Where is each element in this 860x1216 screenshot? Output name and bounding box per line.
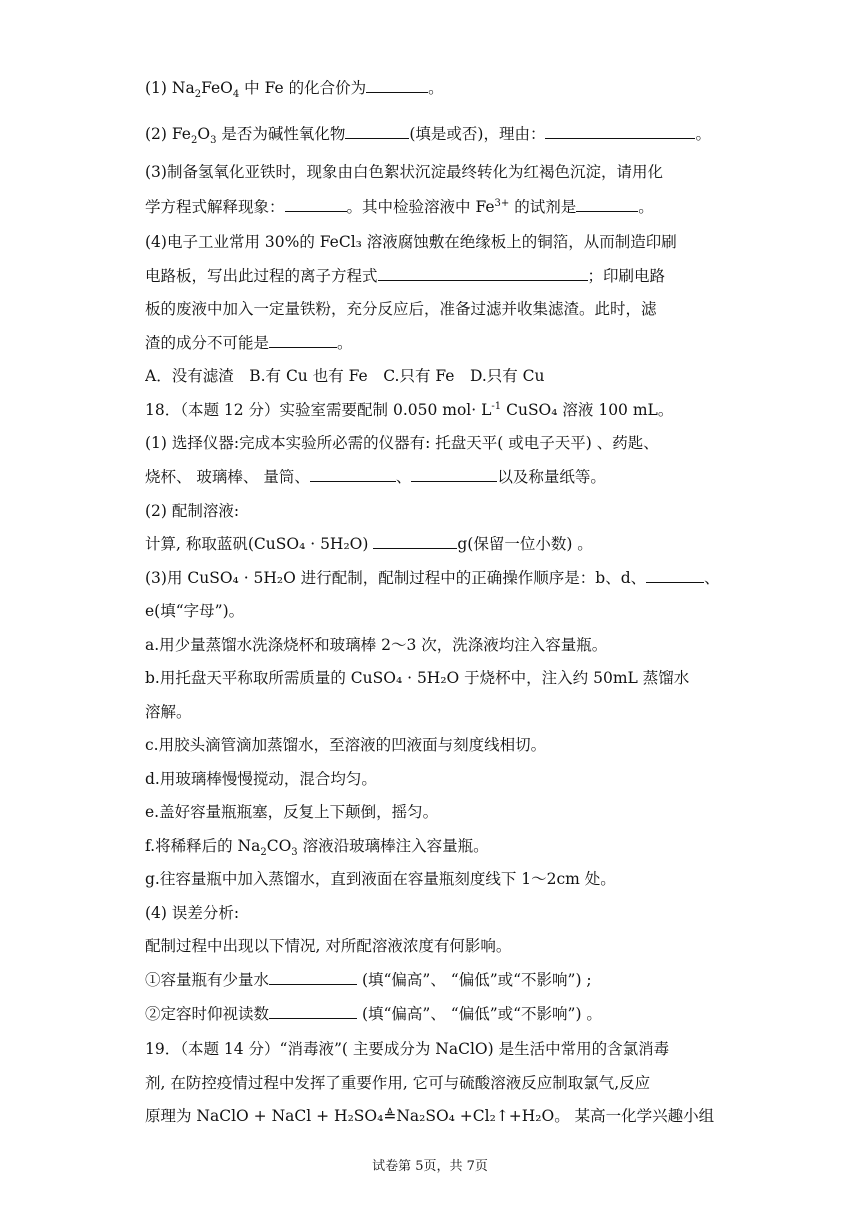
answer-blank[interactable] xyxy=(269,970,357,985)
text: 。其中检验溶液中 Fe xyxy=(346,198,495,216)
text: 、 xyxy=(395,468,412,486)
q18-step-d: d.用玻璃棒慢慢搅动，混合均匀。 xyxy=(145,770,377,788)
text: 、 xyxy=(704,569,720,587)
answer-blank[interactable] xyxy=(285,197,347,212)
text: 渣的成分不可能是 xyxy=(145,334,270,352)
q17-part3-line2 xyxy=(145,197,725,217)
q18-part4: (4) 误差分析: xyxy=(145,904,240,922)
text: 的试剂是 xyxy=(509,198,577,216)
answer-blank[interactable] xyxy=(646,568,704,583)
q18-part3-line1 xyxy=(145,568,725,588)
answer-blank[interactable] xyxy=(366,78,428,93)
q17-part4-line1: (4)电子工业常用 30%的 FeCl₃ 溶液腐蚀敷在绝缘板上的铜箔，从而制造印刷 xyxy=(145,233,677,251)
text: 是否为碱性氧化物 xyxy=(216,125,346,143)
text: CO xyxy=(266,837,292,855)
q18-part1-line2 xyxy=(145,467,725,487)
text: g(保留一位小数) 。 xyxy=(457,535,593,553)
text: f.将稀释后的 Na xyxy=(145,837,261,855)
text: (2) Fe xyxy=(145,125,191,143)
subscript: 4 xyxy=(232,89,240,98)
q18-part4-item2 xyxy=(145,1004,725,1024)
q18-part2-calc xyxy=(145,534,725,554)
answer-blank[interactable] xyxy=(378,266,588,281)
subscript: 2 xyxy=(190,135,198,144)
q18-part2: (2) 配制溶液: xyxy=(145,502,240,520)
subscript: 2 xyxy=(260,847,267,856)
text: (填“偏高”、 “偏低”或“不影响”) 。 xyxy=(357,1005,602,1023)
q17-part3-line1: (3)制备氢氧化亚铁时，现象由白色絮状沉淀最终转化为红褐色沉淀，请用化 xyxy=(145,163,663,181)
text: (填是或否)，理由： xyxy=(409,125,546,143)
answer-blank[interactable] xyxy=(373,534,457,549)
q18-step-a: a.用少量蒸馏水洗涤烧杯和玻璃棒 2～3 次，洗涤液均注入容量瓶。 xyxy=(145,636,608,654)
text: FeO xyxy=(201,79,233,97)
text: 电路板，写出此过程的离子方程式 xyxy=(145,267,378,285)
answer-blank[interactable] xyxy=(576,197,638,212)
text: (1) Na xyxy=(145,79,195,97)
text: 以及称量纸等。 xyxy=(497,468,606,486)
q18-step-g: g.往容量瓶中加入蒸馏水，直到液面在容量瓶刻度线下 1～2cm 处。 xyxy=(145,870,616,888)
text: 。 xyxy=(428,79,444,97)
superscript: 3+ xyxy=(494,197,510,209)
answer-blank[interactable] xyxy=(269,333,337,348)
q18-title xyxy=(145,400,725,420)
text: 学方程式解释现象： xyxy=(145,198,285,216)
text: ②定容时仰视读数 xyxy=(145,1005,270,1023)
subscript: 3 xyxy=(210,135,217,144)
q18-step-b-line2: 溶解。 xyxy=(145,703,192,721)
q18-step-c: c.用胶头滴管滴加蒸馏水，至溶液的凹液面与刻度线相切。 xyxy=(145,736,547,754)
text: 。 xyxy=(695,125,711,143)
q19-line3: 原理为 NaClO + NaCl + H₂SO₄≜Na₂SO₄ +Cl₂↑+H₂O。 某高一化学兴趣小组 xyxy=(145,1107,715,1125)
text: 中 Fe 的化合价为 xyxy=(239,79,367,97)
answer-blank[interactable] xyxy=(545,124,695,139)
answer-blank[interactable] xyxy=(411,467,497,482)
text: O xyxy=(197,125,211,143)
subscript: 2 xyxy=(194,89,202,98)
text: 烧杯、 玻璃棒、 量筒、 xyxy=(145,468,310,486)
text: CuSO₄ 溶液 100 mL。 xyxy=(501,401,674,419)
q17-options: A．没有滤渣 B.有 Cu 也有 Fe C.只有 Fe D.只有 Cu xyxy=(145,367,545,385)
q19-line1: 19．（本题 14 分）“消毒液”( 主要成分为 NaClO) 是生活中常用的含氯消毒 xyxy=(145,1040,670,1058)
answer-blank[interactable] xyxy=(269,1004,357,1019)
q18-step-b-line1: b.用托盘天平称取所需质量的 CuSO₄ · 5H₂O 于烧杯中，注入约 50mL 蒸馏水 xyxy=(145,669,690,687)
q18-part4-item1 xyxy=(145,970,725,990)
answer-blank[interactable] xyxy=(310,467,396,482)
q18-part4-intro: 配制过程中出现以下情况, 对所配溶液浓度有何影响。 xyxy=(145,937,512,955)
subscript: 3 xyxy=(291,847,298,856)
q17-part1 xyxy=(145,78,725,98)
q19-line2: 剂, 在防控疫情过程中发挥了重要作用, 它可与硫酸溶液反应制取氯气,反应 xyxy=(145,1074,651,1092)
answer-blank[interactable] xyxy=(345,124,409,139)
q17-part2 xyxy=(145,124,725,144)
q18-part1-line1: (1) 选择仪器:完成本实验所必需的仪器有: 托盘天平( 或电子天平) 、药匙、 xyxy=(145,434,659,452)
text: 18．（本题 12 分）实验室需要配制 0.050 mol· L xyxy=(145,401,492,419)
text: 。 xyxy=(638,198,654,216)
text: 计算, 称取蓝矾(CuSO₄ · 5H₂O) xyxy=(145,535,374,553)
superscript: -1 xyxy=(491,400,502,412)
text: ；印刷电路 xyxy=(587,267,666,285)
text: ①容量瓶有少量水 xyxy=(145,971,270,989)
q17-part4-line2 xyxy=(145,266,725,286)
q18-step-f xyxy=(145,836,725,856)
q17-part4-line3: 板的废液中加入一定量铁粉，充分反应后，准备过滤并收集滤渣。此时，滤 xyxy=(145,300,657,318)
q18-step-e: e.盖好容量瓶瓶塞，反复上下颠倒，摇匀。 xyxy=(145,803,439,821)
text: 溶液沿玻璃棒注入容量瓶。 xyxy=(297,837,489,855)
page-footer: 试卷第 5页，共 7页 xyxy=(372,1159,488,1174)
text: (3)用 CuSO₄ · 5H₂O 进行配制，配制过程中的正确操作顺序是：b、d、 xyxy=(145,569,647,587)
q18-part3-line2: e(填“字母”)。 xyxy=(145,602,245,620)
text: 。 xyxy=(337,334,353,352)
q17-part4-line4 xyxy=(145,333,725,353)
text: (填“偏高”、 “偏低”或“不影响”) ; xyxy=(357,971,592,989)
